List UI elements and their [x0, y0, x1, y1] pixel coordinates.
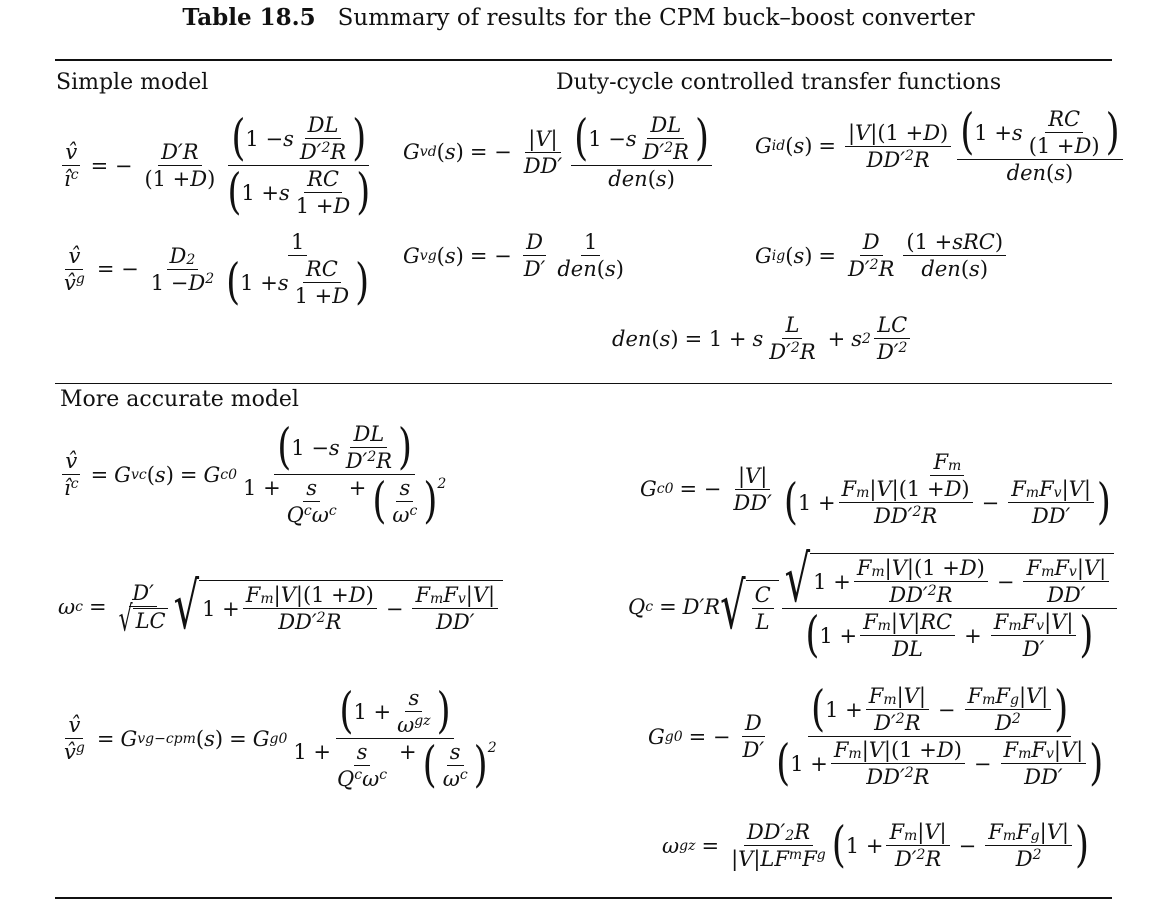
section-duty-cycle: Duty-cycle controlled transfer functions [556, 70, 1002, 95]
middle-rule [55, 383, 1112, 384]
eq-gig: G ig ( s ) = D D′ 2 R (1 + sRC ) den ( s ) [755, 230, 1009, 281]
eq-gg0: G g0 = − $\frac{D}{D'}$ ( 1 + F m |V| D′ 2 R − F m F g |V| D 2 ) ( 1 + F m |V| (1 + D ) DD′ 2 R − F m F v |V| DD′ ) [648, 681, 1104, 791]
eq-omega-gz: ω gz = DD′ 2 R |V|LF m F g ( 1 + F m |V| D′ 2 R − F m F g |V| D 2 ) [662, 817, 1090, 873]
table-number: Table 18.5 [182, 4, 316, 31]
top-rule [55, 59, 1112, 61]
eq-qc: Q c = D′R √ $\frac{C}{L}$ √ 1 + F m |V| (1 + D ) DD′ 2 R − F m F v |V| DD′ ( 1 + F m |V|RC DL + F m F v |V| D′ ) [628, 553, 1120, 662]
eq-simple-v-over-ic: v̂ î c = − D′R (1 + D ) ( 1 − s DL D′ 2 R ) ( 1 + s RC 1 + D ) [64, 110, 371, 220]
section-simple-model: Simple model [56, 70, 209, 95]
eq-gvd: G vd ( s ) = − $\frac{|V|}{DD'}$ ( 1 − s DL D′ 2 R ) den ( s ) [403, 113, 715, 191]
eq-gvc: v̂ î c = G vc ( s ) = G c0 ( 1 − s DL D′ 2 R ) 1 + s Q c ω c + ( s ω c ) $^2$ [64, 419, 447, 529]
eq-gvg: G vg ( s ) = − $\frac{D}{D'}$ 1 den ( s ) [403, 230, 624, 282]
eq-den: den ( s ) = 1 + s L D′ 2 R + s 2 LC D′ 2 [612, 313, 913, 364]
eq-gvg-cpm: v̂ v̂ g = G vg−cpm ( s ) = G g0 ( 1 + s ω gz ) 1 + s Q c ω c + ( s ω c ) $^2$ [64, 683, 497, 793]
eq-simple-v-over-vg: v̂ v̂ g = − D 2 1 − D 2 1 ( 1 + s RC 1 + D ) [64, 230, 370, 310]
eq-omega-c: ω c = D′ √ LC √ 1 + F m |V| (1 + D ) DD′ 2 R − F m F v |V| DD′ [58, 580, 503, 634]
table-title: Summary of results for the CPM buck–boost converter [337, 5, 975, 31]
table-caption [0, 4, 1157, 31]
eq-gc0: G c0 = − $\frac{|V|}{DD'}$ F m ( 1 + F m |V| (1 + D ) DD′ 2 R − F m F v |V| DD′ ) [640, 450, 1111, 530]
eq-gid: G id ( s ) = |V| (1 + D ) DD′ 2 R ( 1 + s RC (1 + D ) ) den ( s ) [755, 107, 1126, 185]
section-accurate-model: More accurate model [60, 387, 299, 412]
bottom-rule [55, 897, 1112, 899]
